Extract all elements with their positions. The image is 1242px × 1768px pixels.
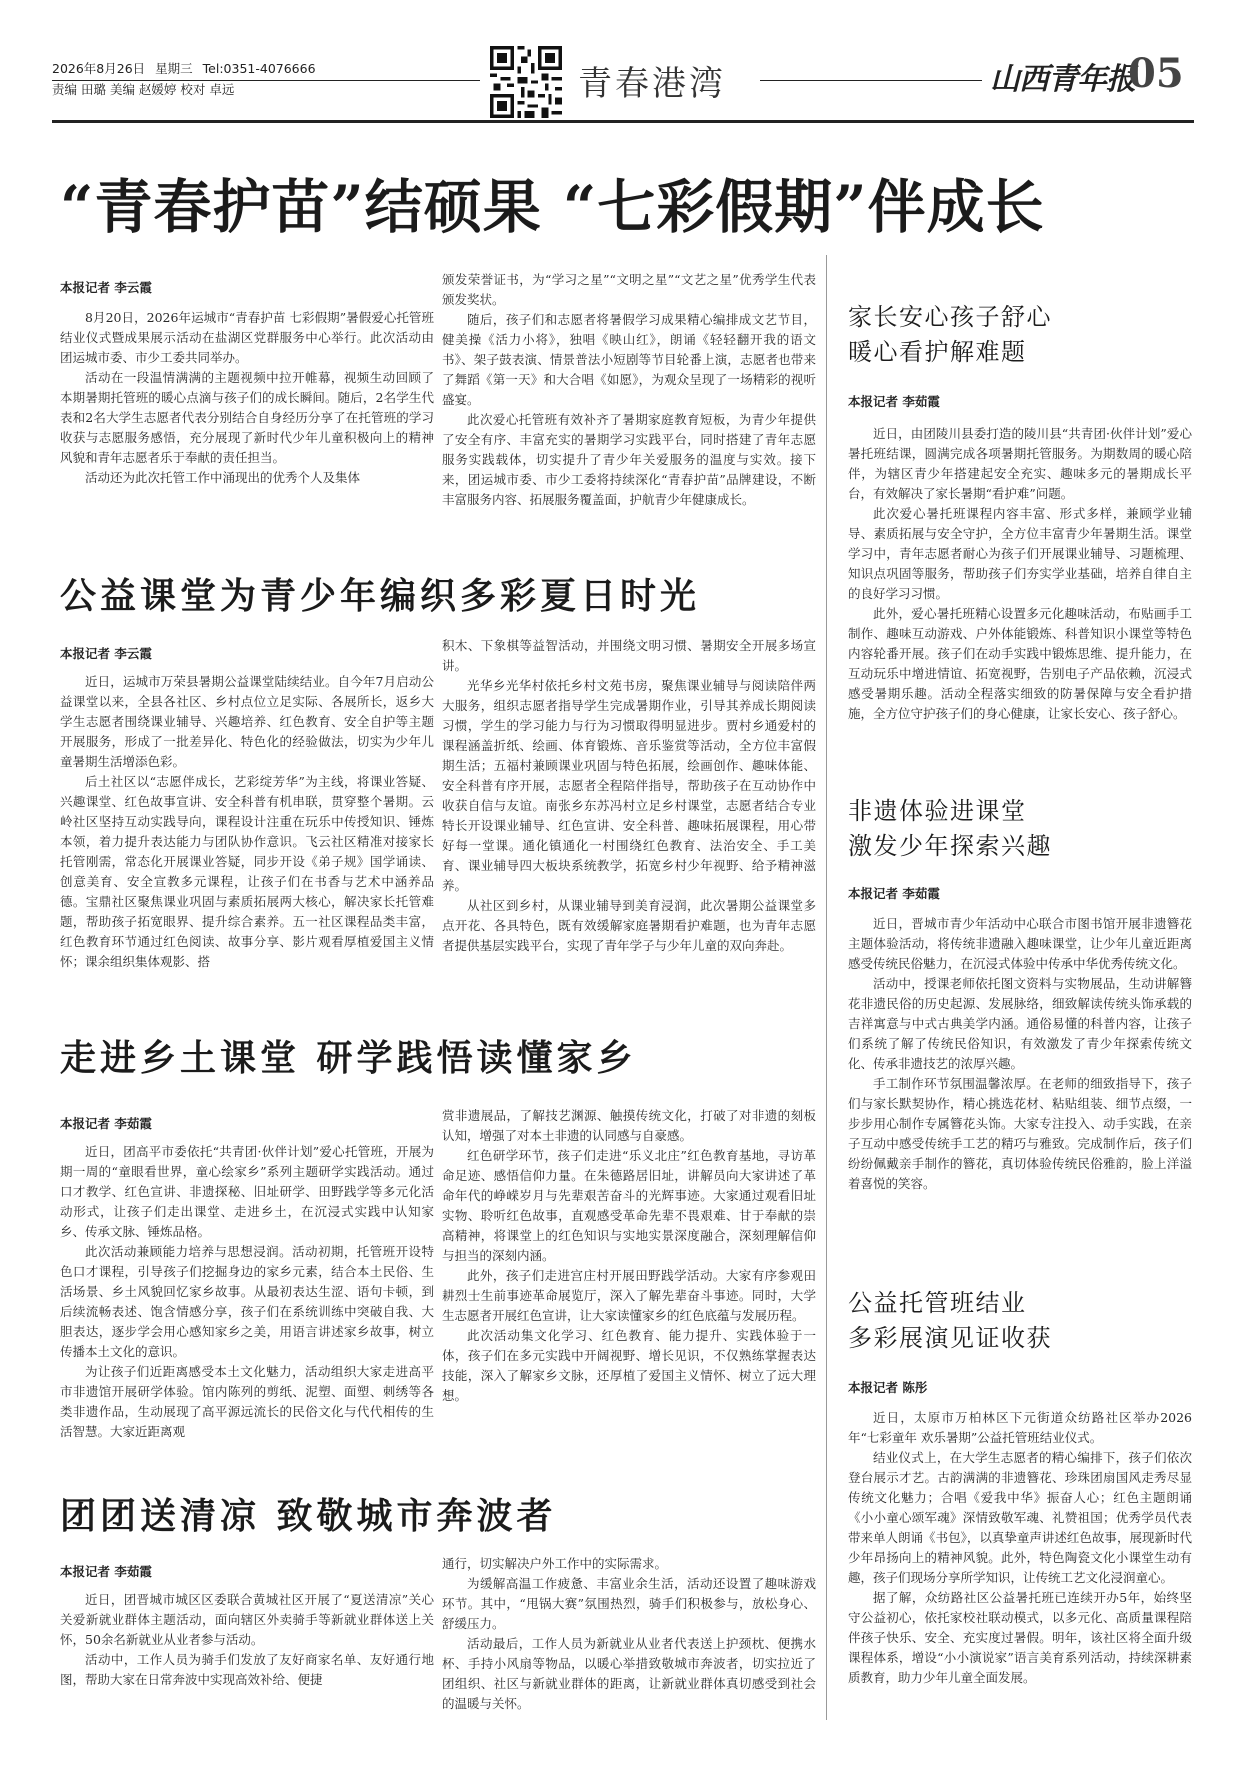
paragraph: 此次爱心托管班有效补齐了暑期家庭教育短板，为青少年提供了安全有序、丰富充实的暑期学习实践平台，同时搭建了青年志愿服务实践载体，切实提升了青少年关爱服务的温度与实效。接下来，团运城市委、市少工委将持续深化“青春护苗”品牌建设，不断丰富服务内容、拓展服务覆盖面，护航青少年健康成长。 (442, 412, 816, 507)
paragraph: 据了解，众纺路社区公益暑托班已连续开办5年，始终坚守公益初心，依托家校社联动模式，以多元化、高质量课程陪伴孩子快乐、安全、充实度过暑假。明年，该社区将全面升级课程体系，增设“小小演说家”语言美育系列活动，持续深耕素质教育，助力少年儿童全面发展。 (848, 1590, 1192, 1685)
newspaper-logo: 山西青年报 (990, 62, 1135, 97)
issue-weekday: 星期三 (155, 61, 193, 76)
paragraph: 结业仪式上，在大学生志愿者的精心编排下，孩子们依次登台展示才艺。古韵满满的非遗簪花、珍珠团扇国风走秀尽显传统文化魅力；合唱《爱我中华》振奋人心；红色主题朗诵《小小童心颂军魂》深情致敬军魂、礼赞祖国；优秀学员代表带来单人朗诵《书包》，以真挚童声讲述红色故事，展现新时代少年昂扬向上的精神风貌。此外，特色陶瓷文化小课堂生动有趣，孩子们现场分享所学知识，让传统工艺文化浸润童心。 (848, 1450, 1192, 1585)
story-2-column-2 (442, 636, 816, 984)
story-4-column-2 (442, 1554, 816, 1740)
section-name: 青春港湾 (578, 64, 726, 104)
qr-code-icon (490, 46, 562, 118)
paragraph: 此次爱心暑托班课程内容丰富、形式多样，兼顾学业辅导、素质拓展与安全守护，全方位丰富青少年暑期生活。课堂学习中，青年志愿者耐心为孩子们开展课业辅导、习题梳理、知识点巩固等服务，帮助孩子们夯实学业基础，培养自律自主的良好学习习惯。 (848, 506, 1192, 601)
story-2-column-1 (60, 672, 434, 984)
paragraph: 此外，爱心暑托班精心设置多元化趣味活动，布贴画手工制作、趣味互动游戏、户外体能锻炼、科普知识小课堂等特色内容轮番开展。孩子们在动手实践中锻炼思维、提升能力，在互动玩乐中增进情谊、拓宽视野，告别电子产品依赖，沉浸式感受暑期乐趣。活动全程落实细致的防暑保障与安全看护措施，全方位守护孩子们的身心健康，让家长安心、孩子舒心。 (848, 606, 1192, 721)
masthead-rule-left (52, 80, 480, 81)
paragraph: 为缓解高温工作疲惫、丰富业余生活，活动还设置了趣味游戏环节。其中，“甩锅大赛”氛围热烈，骑手们积极参与，放松身心、舒缓压力。 (442, 1576, 816, 1631)
paragraph: 近日，运城市万荣县暑期公益课堂陆续结业。自今年7月启动公益课堂以来，全县各社区、乡村点位立足实际、各展所长，返乡大学生志愿者围绕课业辅导、兴趣培养、红色教育、安全自护等主题开展服务，形成了一批差异化、特色化的经验做法，切实为少年儿童暑期生活增添色彩。 (60, 674, 434, 769)
story-3-title: 走进乡土课堂 研学践悟读懂家乡 (60, 1038, 637, 1079)
side-story-3-body (848, 1408, 1192, 1742)
paragraph: 为让孩子们近距离感受本土文化魅力，活动组织大家走进高平市非遗馆开展研学体验。馆内陈列的剪纸、泥塑、面塑、刺绣等各类非遗作品，生动展现了高平源远流长的民俗文化与代代相传的生活智慧。大家近距离观 (60, 1364, 434, 1439)
story-4-byline: 本报记者 李茹霞 (60, 1564, 152, 1579)
paragraph: 颁发荣誉证书，为“学习之星”“文明之星”“文艺之星”优秀学生代表颁发奖状。 (442, 272, 816, 307)
column-divider (826, 255, 827, 1720)
paragraph: 光华乡光华村依托乡村文苑书房，聚焦课业辅导与阅读陪伴两大服务，组织志愿者指导学生完成暑期作业，引导其养成长期阅读习惯，学生的学习能力与行为习惯取得明显进步。贾村乡通爱村的课程涵盖折纸、绘画、体育锻炼、音乐鉴赏等活动，全方位丰富假期生活；五福村兼顾课业巩固与特色拓展，绘画创作、趣味体能、安全科普有序开展，志愿者全程陪伴指导，帮助孩子在互动协作中收获自信与友谊。南张乡东苏冯村立足乡村课堂，志愿者结合专业特长开设课业辅导、红色宣讲、安全科普、趣味拓展课程，用心带好每一堂课。通化镇通化一村围绕红色教育、法治安全、手工美育、课业辅导四大板块系统教学，拓宽乡村少年视野、给予精神滋养。 (442, 678, 816, 893)
paragraph: 此外，孩子们走进宫庄村开展田野践学活动。大家有序参观田耕烈士生前事迹革命展览厅，深入了解先辈奋斗事迹。同时，大学生志愿者开展红色宣讲，让大家读懂家乡的红色底蕴与发展历程。 (442, 1268, 816, 1323)
side-story-1-byline: 本报记者 李茹霞 (848, 394, 940, 409)
paragraph: 通行，切实解决户外工作中的实际需求。 (442, 1556, 668, 1571)
story-4-column-1 (60, 1590, 434, 1740)
paragraph: 近日，晋城市青少年活动中心联合市图书馆开展非遗簪花主题体验活动，将传统非遗融入趣味课堂，让少年儿童近距离感受传统民俗魅力，在沉浸式体验中传承中华优秀传统文化。 (848, 916, 1192, 971)
paragraph: 随后，孩子们和志愿者将暑假学习成果精心编排成文艺节目，健美操《活力小将》，独唱《映山红》，朗诵《轻轻翻开我的语文书》、架子鼓表演、情景普法小短剧等节目轮番上演，志愿者也带来了舞蹈《第一天》和大合唱《如愿》，为观众呈现了一场精彩的视听盛宴。 (442, 312, 816, 407)
paragraph: 手工制作环节氛围温馨浓厚。在老师的细致指导下，孩子们与家长默契协作，精心挑选花材、粘贴组装、细节点缀，一步步用心制作专属簪花头饰。大家专注投入、动手实践，在亲子互动中感受传统手工艺的精巧与雅致。完成制作后，孩子们纷纷佩戴亲手制作的簪花，真切体验传统民俗雅韵，脸上洋溢着喜悦的笑容。 (848, 1076, 1192, 1191)
paragraph: 后土社区以“志愿伴成长，艺彩绽芳华”为主线，将课业答疑、兴趣课堂、红色故事宣讲、安全科普有机串联，贯穿整个暑期。云岭社区坚持互动实践导向，课程设计注重在玩乐中传授知识、锤炼本领，着力提升表达能力与团队协作意识。飞云社区精准对接家长托管刚需，常态化开展课业答疑，同步开设《弟子规》国学诵读、创意美育、安全宣教多元课程，让孩子们在书香与艺术中涵养品德。宝鼎社区聚焦课业巩固与素质拓展两大核心，解决家长托管难题，帮助孩子拓宽眼界、提升综合素养。五一社区课程品类丰富，红色教育环节通过红色阅读、故事分享、影片观看厚植爱国主义情怀；课余组织集体观影、搭 (60, 774, 434, 969)
story-3-column-1 (60, 1142, 434, 1454)
main-story-byline: 本报记者 李云霞 (60, 280, 152, 295)
story-2-byline: 本报记者 李云霞 (60, 646, 152, 661)
paragraph: 8月20日，2026年运城市“青春护苗 七彩假期”暑假爱心托管班结业仪式暨成果展示活动在盐湖区党群服务中心举行。此次活动由团运城市委、市少工委共同举办。 (60, 310, 434, 365)
main-story-column-1 (60, 308, 434, 520)
paragraph: 活动最后，工作人员为新就业从业者代表送上护颈枕、便携水杯、手持小风扇等物品，以暖心举措致敬城市奔波者，切实拉近了团组织、社区与新就业群体的距离，让新就业群体真切感受到社会的温暖与关怀。 (442, 1636, 816, 1711)
title-line: 激发少年探索兴趣 (848, 832, 1052, 860)
side-story-1-title (848, 300, 1052, 370)
date-line (52, 58, 322, 79)
paragraph: 近日，团高平市委依托“共青团·伙伴计划”爱心托管班，开展为期一周的“童眼看世界，童心绘家乡”系列主题研学实践活动。通过口才教学、红色宣讲、非遗探秘、旧址研学、田野践学等多元化活动形式，让孩子们走出课堂、走进乡土，在沉浸式实践中认知家乡、传承文脉、锤炼品格。 (60, 1144, 434, 1239)
side-story-1-body (848, 424, 1192, 792)
title-line: 非遗体验进课堂 (848, 797, 1027, 825)
story-3-column-2 (442, 1106, 816, 1456)
title-line: 暖心看护解难题 (848, 338, 1027, 366)
paragraph: 活动还为此次托管工作中涌现出的优秀个人及集体 (85, 470, 361, 485)
story-3-byline: 本报记者 李茹霞 (60, 1116, 152, 1131)
paragraph: 近日，由团陵川县委打造的陵川县“共青团·伙伴计划”爱心暑托班结课，圆满完成各项暑期托管服务。为期数周的暖心陪伴，为辖区青少年搭建起安全充实、趣味多元的暑期成长平台，有效解决了家长暑期“看护难”问题。 (848, 426, 1192, 501)
side-story-3-byline: 本报记者 陈彤 (848, 1380, 928, 1395)
side-story-2-byline: 本报记者 李茹霞 (848, 886, 940, 901)
paragraph: 近日，太原市万柏林区下元街道众纺路社区举办2026年“七彩童年 欢乐暑期”公益托管班结业仪式。 (848, 1410, 1192, 1445)
side-story-2-body (848, 914, 1192, 1264)
paragraph: 此次活动集文化学习、红色教育、能力提升、实践体验于一体，孩子们在多元实践中开阔视野、增长见识，不仅熟练掌握表达技能，深入了解家乡文脉，还厚植了爱国主义情怀、树立了远大理想。 (442, 1328, 816, 1403)
paragraph: 活动在一段温情满满的主题视频中拉开帷幕，视频生动回顾了本期暑期托管班的暖心点滴与孩子们的成长瞬间。随后，2名学生代表和2名大学生志愿者代表分别结合自身经历分享了在托管班的学习收获与志愿服务感悟，充分展现了新时代少年儿童积极向上的精神风貌和青年志愿者乐于奉献的责任担当。 (60, 370, 434, 465)
masthead-bottom-rule (52, 120, 1194, 123)
editor-credits: 责编 田璐 美编 赵媛婷 校对 卓远 (52, 82, 235, 98)
side-story-3-title (848, 1286, 1052, 1356)
paragraph: 活动中，授课老师依托图文资料与实物展品，生动讲解簪花非遗民俗的历史起源、发展脉络，细致解读传统头饰承载的吉祥寓意与中式古典美学内涵。通俗易懂的科普内容，让孩子们系统了解了传统民俗知识，有效激发了青少年探索传统文化、传承非遗技艺的浓厚兴趣。 (848, 976, 1192, 1071)
title-line: 多彩展演见证收获 (848, 1324, 1052, 1352)
story-2-title: 公益课堂为青少年编织多彩夏日时光 (60, 576, 701, 617)
paragraph: 近日，团晋城市城区区委联合黄城社区开展了“夏送清凉”关心关爱新就业群体主题活动，面向辖区外卖骑手等新就业群体送上关怀，50余名新就业从业者参与活动。 (60, 1592, 434, 1647)
paragraph: 红色研学环节，孩子们走进“乐义北庄”红色教育基地，寻访革命足迹、感悟信仰力量。在朱德路居旧址，讲解员向大家讲述了革命年代的峥嵘岁月与先辈艰苦奋斗的光辉事迹。大家通过观看旧址实物、聆听红色故事，直观感受革命先辈不畏艰难、甘于奉献的崇高精神，将课堂上的红色知识与实地实景深度融合，深刻理解信仰与担当的深刻内涵。 (442, 1148, 816, 1263)
paragraph: 积木、下象棋等益智活动，并围绕文明习惯、暑期安全开展多场宣讲。 (442, 638, 816, 673)
paragraph: 从社区到乡村，从课业辅导到美育浸润，此次暑期公益课堂多点开花、各具特色，既有效缓解家庭暑期看护难题，也为青年志愿者提供基层实践平台，实现了青年学子与少年儿童的双向奔赴。 (442, 898, 816, 953)
masthead-rule-right (760, 80, 982, 81)
issue-date: 2026年8月26日 (52, 61, 146, 76)
paragraph: 赏非遗展品，了解技艺渊源、触摸传统文化，打破了对非遗的刻板认知，增强了对本土非遗的认同感与自豪感。 (442, 1108, 816, 1143)
story-4-title: 团团送清凉 致敬城市奔波者 (60, 1496, 557, 1537)
paragraph: 此次活动兼顾能力培养与思想浸润。活动初期，托管班开设特色口才课程，引导孩子们挖掘身边的家乡元素，结合本土民俗、生活场景、乡土风貌回忆家乡故事。从最初表达生涩、语句卡顿，到后续流畅表述、饱含情感分享，孩子们在系统训练中突破自我、大胆表达，逐步学会用心感知家乡之美，用语言讲述家乡故事，树立传播本土文化的意识。 (60, 1244, 434, 1359)
title-line: 家长安心孩子舒心 (848, 303, 1052, 331)
main-headline: “青春护苗”结硕果 “七彩假期”伴成长 (60, 173, 1045, 241)
page-number: 05 (1128, 50, 1184, 97)
title-line: 公益托管班结业 (848, 1289, 1027, 1317)
side-story-2-title (848, 794, 1052, 864)
main-story-column-2 (442, 270, 816, 522)
issue-tel: Tel:0351-4076666 (202, 61, 316, 76)
paragraph: 活动中，工作人员为骑手们发放了友好商家名单、友好通行地图，帮助大家在日常奔波中实现高效补给、便捷 (60, 1652, 434, 1687)
